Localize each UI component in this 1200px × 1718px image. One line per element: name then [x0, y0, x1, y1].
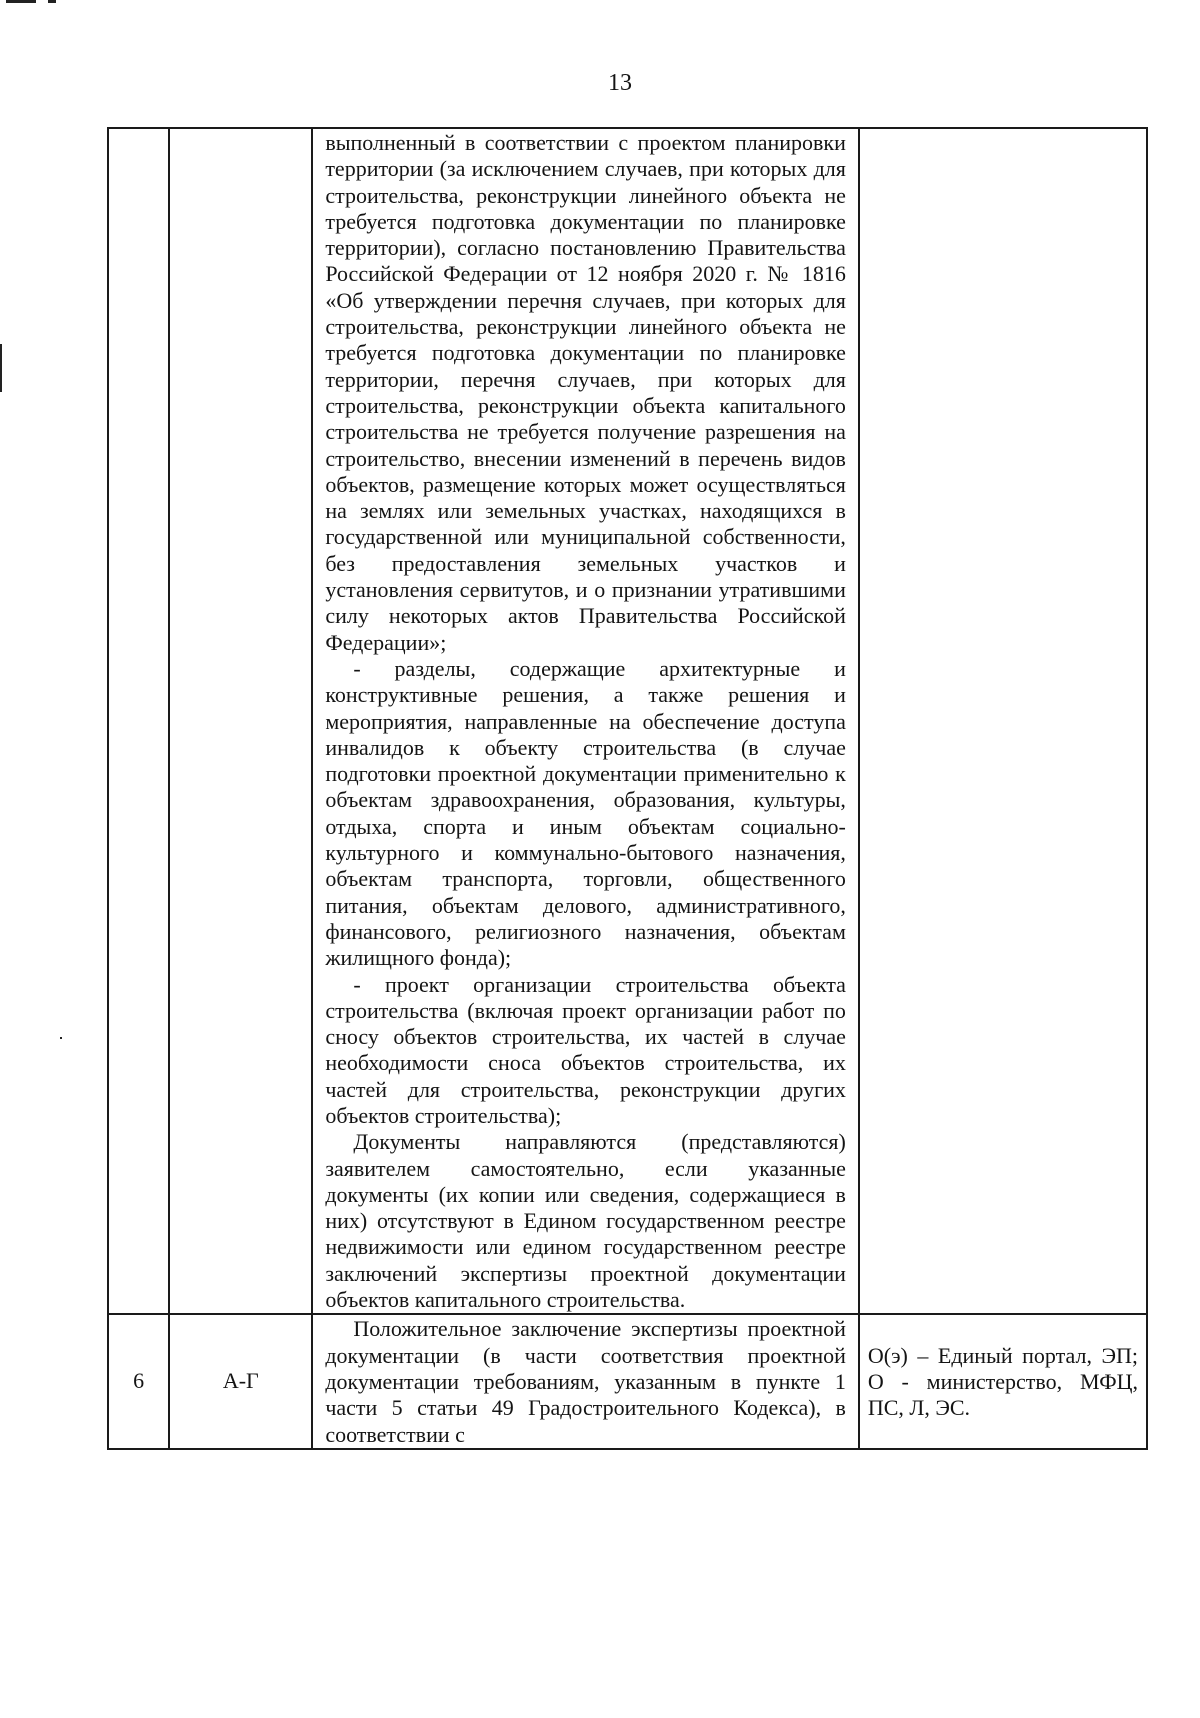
scan-artifact: [48, 0, 56, 3]
table-row-continued: [108, 128, 1147, 1314]
document-paragraph: Документы направляются (представляются) заявителем самостоятельно, если указанные документы (их копии или сведения, содержащиеся в них) отсутствуют в Едином государственном реестре недвижимости или едином государственном реестре заключений экспертизы проектной документации объектов капитального строительства.: [325, 1129, 846, 1313]
row-number-cell: 6: [108, 1314, 169, 1448]
table-row-6: [108, 1314, 1147, 1448]
document-table: [107, 127, 1148, 1450]
document-paragraph: выполненный в соответствии с проектом планировки территории (за исключением случаев, при которых для строительства, реконструкции линейного объекта не требуется подготовка документации по планировке территории), согласно постановлению Правительства Российской Федерации от 12 ноября 2020 г. № 1816 «Об утверждении перечня случаев, при которых для строительства, реконструкции линейного объекта не требуется подготовка документации по планировке территории, перечня случаев, при которых для строительства, реконструкции объекта капитального строительства не требуется получение разрешения на строительство, внесении изменений в перечень видов объектов, размещение которых может осуществляться на землях или земельных участках, находящихся в государственной или муниципальной собственности, без предоставления земельных участков и установления сервитутов, и о признании утратившими силу некоторых актов Правительства Российской Федерации»;: [325, 130, 846, 655]
scan-artifact: [0, 344, 2, 392]
document-description-cell: [312, 1314, 859, 1448]
row-number-cell-empty: [108, 128, 169, 1314]
category-cell-empty: [169, 128, 312, 1314]
delivery-method-cell: О(э) – Единый портал, ЭП; О - министерство, МФЦ, ПС, Л, ЭС.: [859, 1314, 1147, 1448]
category-cell: А-Г: [169, 1314, 312, 1448]
document-description-cell: [312, 128, 859, 1314]
delivery-cell-empty: [859, 128, 1147, 1314]
document-paragraph: - проект организации строительства объекта строительства (включая проект организации работ по сносу объектов строительства, их частей в случае необходимости сноса объектов строительства, их частей для строительства, реконструкции других объектов строительства);: [325, 971, 846, 1128]
scan-artifact: [60, 1037, 62, 1039]
page-number: 13: [608, 70, 632, 96]
document-paragraph: - разделы, содержащие архитектурные и конструктивные решения, а также решения и мероприятия, направленные на обеспечение доступа инвалидов к объекту строительства (в случае подготовки проектной документации применительно к объектам здравоохранения, образования, культуры, отдыха, спорта и иным объектам социально-культурного и коммунально-бытового назначения, объектам транспорта, торговли, общественного питания, объектам делового, административного, финансового, религиозного назначения, объектам жилищного фонда);: [325, 655, 846, 971]
document-paragraph: Положительное заключение экспертизы проектной документации (в части соответствия проектной документации требованиям, указанным в пункте 1 части 5 статьи 49 Градостроительного Кодекса), в соответствии с: [325, 1316, 846, 1447]
scan-artifact: [6, 0, 36, 3]
